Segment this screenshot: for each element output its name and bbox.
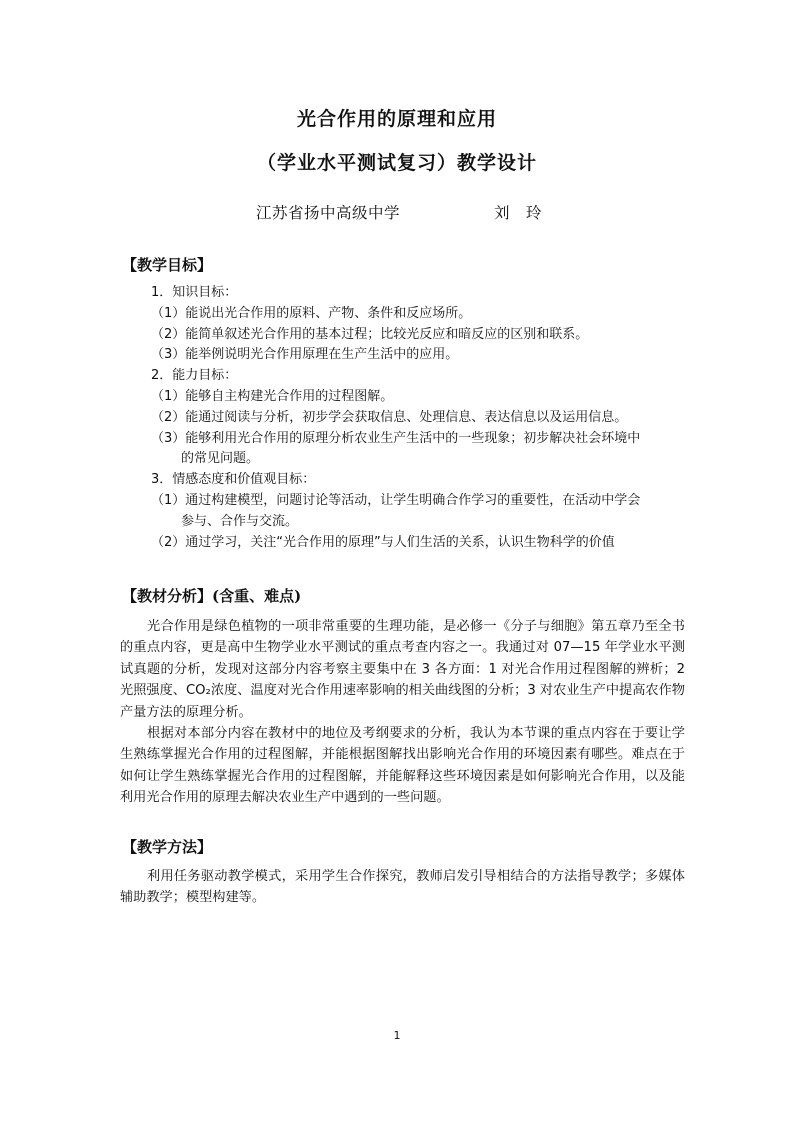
- list-item: 2．能力目标：: [151, 368, 238, 384]
- analysis-paragraph-2: 根据对本部分内容在教材中的地位及考纲要求的分析，我认为本节课的重点内容在于要让学生熟练掌握光合作用的过程图解，并能根据图解找出影响光合作用的环境因素有哪些。难点在于如何让学生熟练掌握光合作用的过程图解，并能解释这些环境因素是如何影响光合作用，以及能利用光合作用的原理去解决农业生产中遇到的一些问题。: [120, 726, 685, 806]
- author-line: [256, 201, 543, 223]
- list-item: （1）能说出光合作用的原料、产物、条件和反应场所。: [151, 305, 472, 321]
- analysis-heading: 【教材分析】(含重、难点): [122, 587, 302, 605]
- analysis-paragraph-1: 光合作用是绿色植物的一项非常重要的生理功能，是必修一《分子与细胞》第五章乃至全书的重点内容，更是高中生物学业水平测试的重点考查内容之一。我通过对 07—15 年学业水平测试真题的分析，发现对这部分内容考察主要集中在 3 各方面：1 对光合作用过程图解的辨析；2 光照强度、CO₂浓度、温度对光合作用速率影响的相关曲线图的分析；3 对农业生产中提高农作物产量方法的原理分析。: [120, 619, 685, 720]
- methods-paragraph: 利用任务驱动教学模式，采用学生合作探究，教师启发引导相结合的方法指导教学；多媒体辅助教学；模型构建等。: [120, 869, 685, 906]
- list-item: （2）通过学习，关注“光合作用的原理”与人们生活的关系，认识生物科学的价值: [151, 534, 615, 550]
- list-item: （2）能简单叙述光合作用的基本过程；比较光反应和暗反应的区别和联系。: [151, 326, 589, 342]
- list-item: （1）能够自主构建光合作用的过程图解。: [151, 388, 394, 404]
- list-item: （1）通过构建模型，问题讨论等活动，让学生明确合作学习的重要性，在活动中学会: [151, 492, 641, 508]
- objectives-list: [151, 283, 640, 553]
- list-item: 3．情感态度和价值观目标：: [151, 472, 316, 488]
- list-item: 的常见问题。: [181, 451, 260, 467]
- page-number: 1: [393, 1029, 401, 1042]
- list-item: 参与、合作与交流。: [181, 513, 299, 529]
- author-name: 刘 玲: [494, 204, 543, 222]
- objectives-heading: 【教学目标】: [122, 256, 213, 274]
- list-item: 1．知识目标：: [151, 285, 238, 300]
- list-item: （3）能够利用光合作用的原理分析农业生产生活中的一些现象；初步解决社会环境中: [151, 430, 641, 446]
- methods-heading: 【教学方法】: [122, 838, 213, 856]
- page-title: 光合作用的原理和应用: [296, 108, 497, 130]
- page-subtitle: （学业水平测试复习）教学设计: [256, 152, 537, 174]
- list-item: （3）能举例说明光合作用原理在生产生活中的应用。: [151, 347, 459, 363]
- list-item: （2）能通过阅读与分析，初步学会获取信息、处理信息、表达信息以及运用信息。: [151, 409, 628, 425]
- school-name: 江苏省扬中高级中学: [256, 204, 401, 222]
